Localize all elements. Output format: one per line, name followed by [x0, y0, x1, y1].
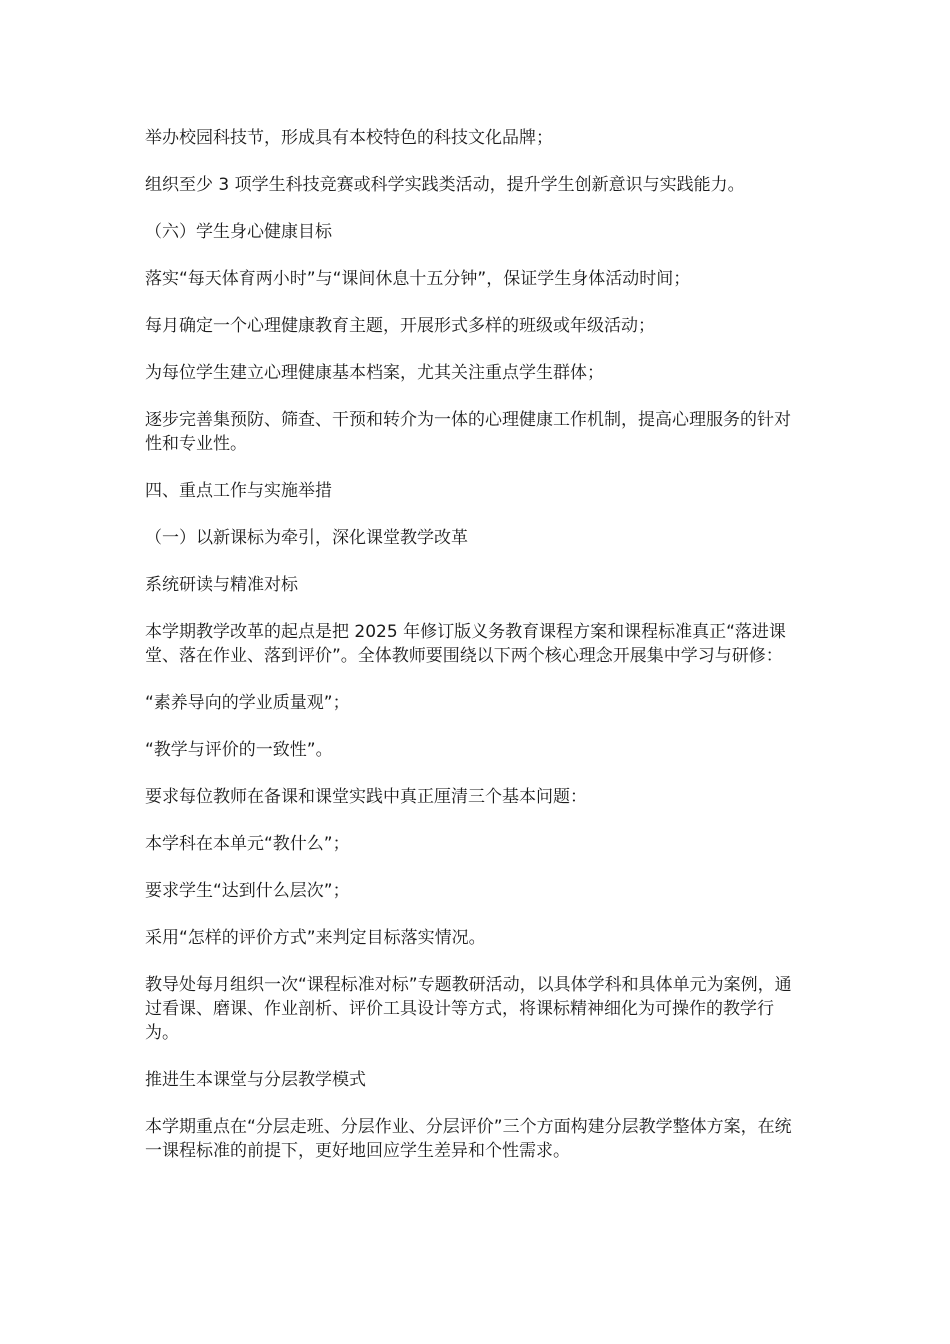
- section-heading-key-work: 四、重点工作与实施举措: [145, 481, 332, 501]
- paragraph-health-mechanism: 逐步完善集预防、筛查、干预和转介为一体的心理健康工作机制，提高心理服务的针对性和专业性。: [145, 410, 791, 454]
- paragraph-concept-consistency: “教学与评价的一致性”。: [145, 740, 333, 760]
- paragraph-tech-festival: 举办校园科技节，形成具有本校特色的科技文化品牌；: [145, 128, 553, 148]
- paragraph-question-level: 要求学生“达到什么层次”；: [145, 881, 350, 901]
- section-heading-health-goals: （六）学生身心健康目标: [145, 222, 332, 242]
- document-body: [145, 126, 805, 1186]
- item-heading-study-alignment: 系统研读与精准对标: [145, 575, 298, 595]
- paragraph-pe-time: 落实“每天体育两小时”与“课间休息十五分钟”，保证学生身体活动时间；: [145, 269, 691, 289]
- paragraph-monthly-theme: 每月确定一个心理健康教育主题，开展形式多样的班级或年级活动；: [145, 316, 655, 336]
- paragraph-health-records: 为每位学生建立心理健康基本档案，尤其关注重点学生群体；: [145, 363, 604, 383]
- paragraph-question-evaluation: 采用“怎样的评价方式”来判定目标落实情况。: [145, 928, 486, 948]
- paragraph-reform-starting-point: 本学期教学改革的起点是把 2025 年修订版义务教育课程方案和课程标准真正“落进课堂、落在作业、落到评价”。全体教师要围绕以下两个核心理念开展集中学习与研修：: [145, 622, 786, 666]
- paragraph-three-questions: 要求每位教师在备课和课堂实践中真正厘清三个基本问题：: [145, 787, 587, 807]
- paragraph-question-what: 本学科在本单元“教什么”；: [145, 834, 350, 854]
- subsection-heading-curriculum-reform: （一）以新课标为牵引，深化课堂教学改革: [145, 528, 468, 548]
- paragraph-monthly-research: 教导处每月组织一次“课程标准对标”专题教研活动，以具体学科和具体单元为案例，通过看课、磨课、作业剖析、评价工具设计等方式，将课标精神细化为可操作的教学行为。: [145, 975, 792, 1043]
- paragraph-concept-quality: “素养导向的学业质量观”；: [145, 693, 350, 713]
- paragraph-layered-plan: 本学期重点在“分层走班、分层作业、分层评价”三个方面构建分层教学整体方案，在统一课程标准的前提下，更好地回应学生差异和个性需求。: [145, 1117, 792, 1161]
- item-heading-layered-teaching: 推进生本课堂与分层教学模式: [145, 1070, 366, 1090]
- paragraph-tech-competitions: 组织至少 3 项学生科技竞赛或科学实践类活动，提升学生创新意识与实践能力。: [145, 175, 745, 195]
